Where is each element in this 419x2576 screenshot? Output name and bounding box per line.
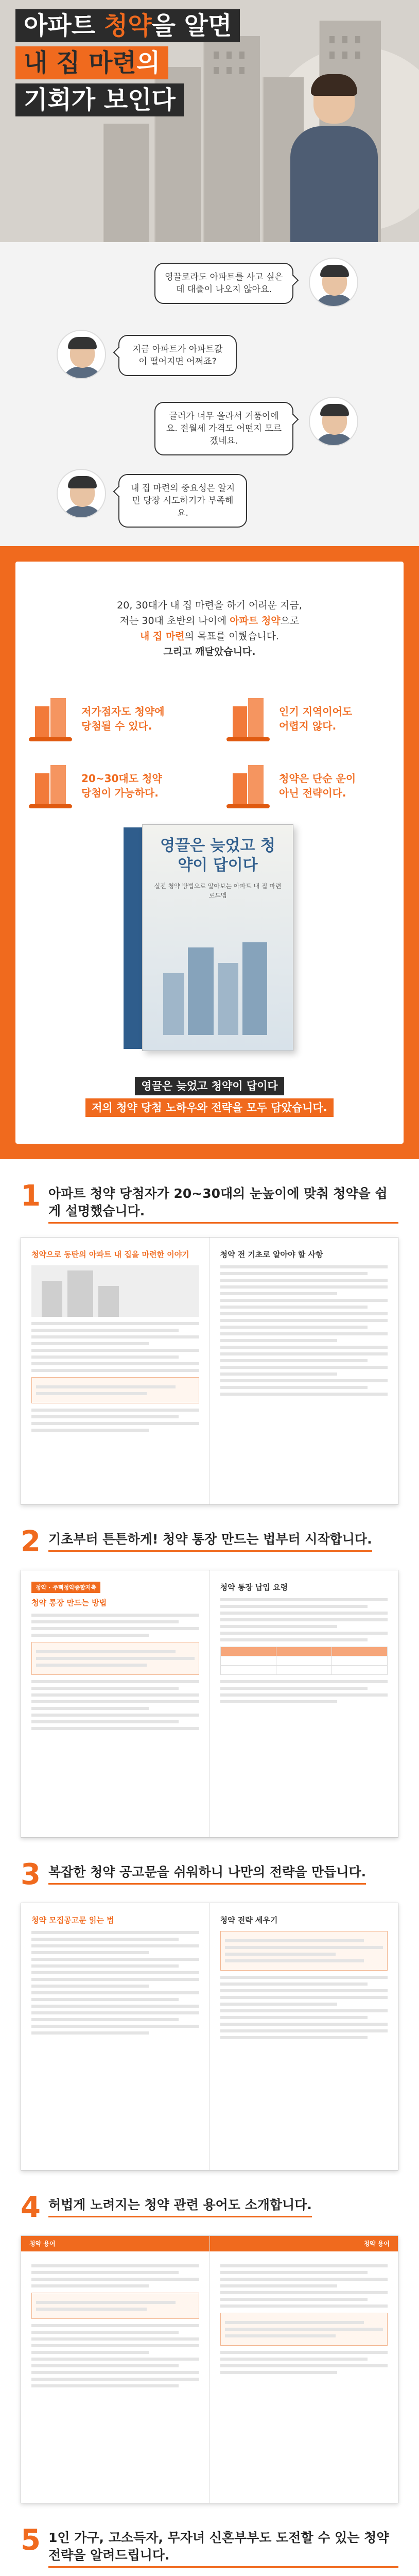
page-heading: 청약으로 동탄의 아파트 내 집을 마련한 이야기	[31, 1250, 189, 1259]
section-number: 2	[21, 1525, 41, 1558]
book-intro-section	[0, 546, 419, 1159]
section-2	[21, 1505, 398, 1838]
feature-item: 인기 지역이어도 어렵지 않다.	[223, 690, 393, 747]
section-title: 1인 가구, 고소득자, 무자녀 신혼부부도 도전할 수 있는 청약 전략을 알려드립니다.	[48, 2526, 398, 2568]
section-4	[21, 2171, 398, 2503]
hero-title-line-2: 내 집 마련의	[15, 46, 168, 79]
avatar	[309, 397, 358, 446]
page-tag: 청약 · 주택청약종합저축	[31, 1582, 100, 1593]
page-heading: 청약 통장 납입 요령	[220, 1583, 288, 1592]
chat-bubble: 영끌로라도 아파트를 사고 싶은데 대출이 나오지 않아요.	[154, 263, 293, 304]
book-spread	[21, 1570, 398, 1838]
section-title: 기초부터 튼튼하게! 청약 통장 만드는 법부터 시작합니다.	[48, 1528, 372, 1552]
hero-banner	[0, 0, 419, 242]
page-header-bar: 청약 용어	[210, 2236, 398, 2251]
section-title: 복잡한 청약 공고문을 쉬워하니 나만의 전략을 만듭니다.	[48, 1860, 366, 1885]
building-icon	[26, 761, 75, 810]
chat-bubble: 내 집 마련의 중요성은 알지만 당장 시도하기가 부족해요.	[118, 474, 247, 528]
section-5	[21, 2503, 398, 2576]
book-intro-card	[15, 562, 404, 1144]
feature-item: 20~30대도 청약 당첨이 가능하다.	[26, 757, 196, 814]
cta-text: 영끌은 늦었고 청약이 답이다 저의 청약 당첨 노하우와 전략을 모두 담았습니다.	[15, 1077, 404, 1120]
page-heading: 청약 모집공고문 읽는 법	[31, 1916, 114, 1925]
book-spread	[21, 1237, 398, 1505]
section-title: 허법게 노려지는 청약 관련 용어도 소개합니다.	[48, 2193, 312, 2217]
avatar	[57, 469, 106, 518]
section-1	[21, 1159, 398, 1505]
avatar	[309, 258, 358, 307]
book-title: 영끌은 늦었고 청약이 답이다	[160, 837, 275, 874]
section-number: 4	[21, 2191, 41, 2224]
hero-title-line-3: 기회가 보인다	[15, 83, 184, 116]
page-heading: 청약 전 기초로 알아야 할 사항	[220, 1250, 323, 1259]
chat-section	[0, 242, 419, 546]
section-number: 3	[21, 1858, 41, 1891]
hero-person-illustration	[285, 77, 383, 242]
building-icon	[223, 694, 273, 743]
book-subtitle: 실전 청약 방법으로 알아보는 아파트 내 집 마련 로드맵	[154, 883, 282, 899]
hero-title-group	[15, 9, 240, 121]
page-header-bar: 청약 용어	[21, 2236, 210, 2251]
chat-bubble: 지금 아파트가 아파트값이 떨어지면 어쩌죠?	[118, 335, 237, 376]
feature-item: 청약은 단순 운이 아닌 전략이다.	[223, 757, 393, 814]
section-3	[21, 1838, 398, 2171]
page-heading: 청약 전략 세우기	[220, 1916, 278, 1925]
book-spread	[21, 2235, 398, 2503]
building-icon	[26, 694, 75, 743]
book-spread	[21, 1903, 398, 2171]
building-icon	[223, 761, 273, 810]
page-heading: 청약 통장 만드는 방법	[31, 1598, 107, 1607]
avatar	[57, 330, 106, 379]
chat-bubble: 글러가 너무 올라서 거품이에요. 전월세 가격도 어떤지 모르겠네요.	[154, 402, 293, 455]
hero-title-line-1: 아파트 청약을 알면	[15, 9, 240, 42]
section-number: 1	[21, 1179, 41, 1213]
section-number: 5	[21, 2523, 41, 2557]
intro-text: 20, 30대가 내 집 마련을 하기 어려운 지금, 저는 30대 초반의 나이에 아파트 청약으로 내 집 마련의 목표를 이뤘습니다. 그리고 깨달았습니다.	[117, 600, 302, 657]
section-title: 아파트 청약 당첨자가 20~30대의 눈높이에 맞춰 청약을 쉽게 설명했습니다.	[48, 1182, 398, 1224]
feature-item: 저가점자도 청약에 당첨될 수 있다.	[26, 690, 196, 747]
book-cover-image	[124, 824, 293, 1051]
